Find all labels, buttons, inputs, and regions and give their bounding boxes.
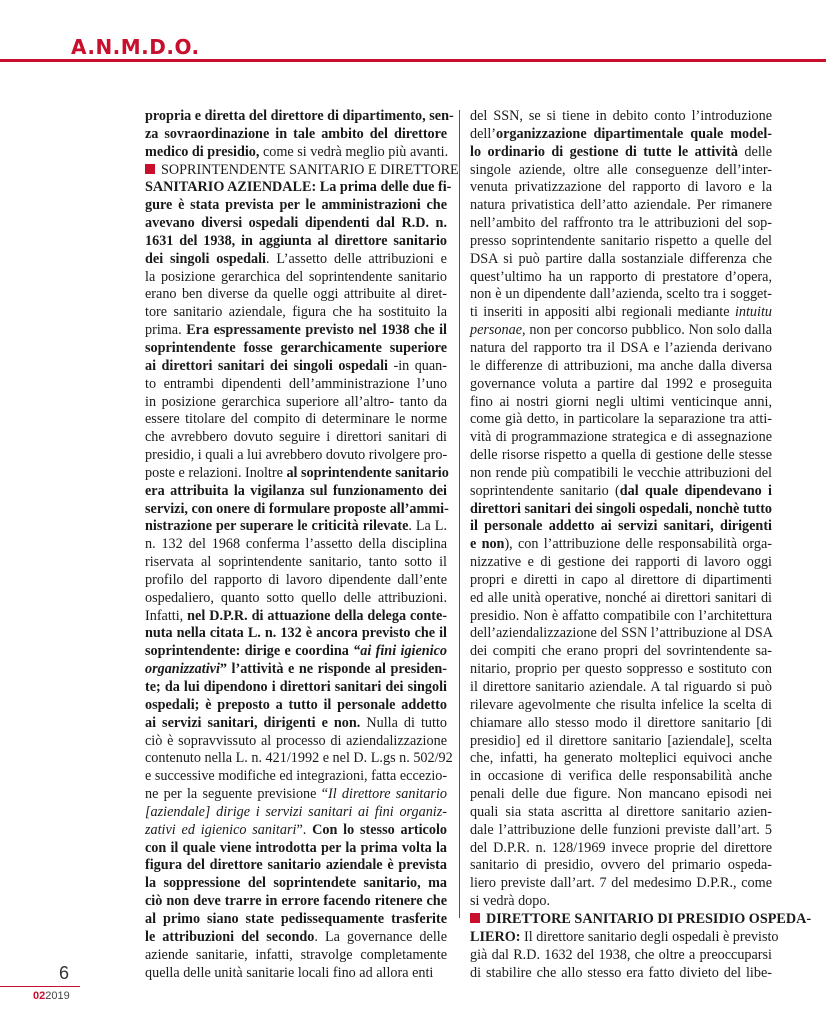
text-line	[470, 608, 772, 626]
text-line	[470, 697, 772, 715]
text-line	[470, 233, 772, 251]
text-line	[470, 733, 772, 751]
text-run: il personale addetto ai servizi sanitari, dirigenti	[470, 518, 772, 535]
text-run: Il direttore sanitario degli ospedali è previsto	[520, 928, 779, 945]
text-run: contenuto nella L. n. 421/1992 e nel D. L.gs n. 502/92	[145, 750, 453, 767]
text-run: non rende più compatibili le vecchie attribuzioni del	[470, 464, 772, 481]
text-line	[145, 893, 447, 911]
text-line	[470, 857, 772, 875]
text-run: Con lo stesso articolo	[312, 821, 447, 838]
text-line	[145, 965, 447, 983]
text-run: zativi ed igienico sanitari	[145, 821, 297, 838]
text-run: direttori sanitari dei singoli ospedali, nonchè tutto	[470, 500, 773, 517]
text-run: in occasione di verifica delle responsabilità anche	[470, 768, 772, 785]
text-run: come si vedrà meglio più avanti.	[259, 143, 449, 160]
text-run: in posizione gerarchica superiore all’altro- tanto da	[145, 393, 447, 410]
section-bullet-icon	[470, 913, 480, 923]
text-run: il direttore sanitario aziendale. A tal riguardo si può	[470, 679, 772, 695]
text-run: soprintendente: dirige e coordina	[145, 643, 354, 660]
text-run: era attribuita la vigilanza sul funzionamento dei	[145, 482, 447, 499]
text-line	[470, 947, 772, 965]
text-run: non è un dipendente dall’azienda, scelto tra i sogget-	[470, 286, 772, 303]
text-line	[145, 536, 447, 554]
text-run: SOPRINTENDENTE SANITARIO E DIRETTORE	[161, 161, 459, 178]
text-line	[145, 251, 447, 269]
text-run: dei singoli ospedali	[145, 250, 266, 267]
text-run: propri e diretti in capo al direttore di dipartimenti	[470, 571, 772, 588]
text-line	[470, 376, 772, 394]
text-run: presidio. Non è affatto compatibile con l’architettura	[470, 607, 772, 624]
text-run: del SSN, se si tiene in debito conto l’introduzione	[470, 108, 772, 124]
right-text-column	[470, 108, 812, 982]
text-line	[145, 376, 447, 394]
text-line	[145, 911, 447, 929]
text-line	[145, 518, 447, 536]
text-line	[145, 394, 447, 412]
text-run: soprintendente sanitario (	[470, 482, 620, 499]
text-line	[145, 679, 447, 697]
text-line	[470, 197, 772, 215]
text-run: ), con l’attribuzione delle responsabilità orga-	[504, 536, 772, 553]
text-run: la soppressione del soprintendete sanitario, ma	[145, 875, 447, 892]
text-run: quella delle unità sanitarie locali fino ad allora enti	[145, 964, 434, 981]
text-line	[470, 822, 772, 840]
text-run: chiamare allo stesso modo il direttore sanitario [di	[470, 714, 772, 731]
text-line	[145, 608, 447, 626]
text-run: DIRETTORE SANITARIO DI PRESIDIO OSPEDA-	[486, 910, 812, 927]
left-text-column	[145, 108, 459, 982]
text-line	[145, 750, 453, 768]
text-line	[470, 661, 772, 679]
text-run: ospedali; è preposto a tutto il personale addetto	[145, 696, 447, 713]
text-run: soprintendente fosse gerarchicamente superiore	[145, 339, 447, 356]
text-run: za sovraordinazione in tale ambito del direttore	[145, 125, 447, 142]
text-run: dei compiti che erano propri del sovrintendente sa-	[470, 643, 772, 660]
text-run: ed alle unità operative, nonché ai direttori sanitari di	[470, 589, 772, 606]
text-line	[470, 162, 772, 180]
text-line	[145, 554, 447, 572]
text-line	[470, 108, 772, 126]
text-line	[145, 572, 447, 590]
text-run: . La governance delle	[314, 928, 447, 945]
text-run: Infatti,	[145, 607, 188, 624]
text-line	[145, 429, 447, 447]
text-run: natura del rapporto tra il DSA e l’azienda derivano	[470, 339, 772, 356]
text-line	[470, 804, 772, 822]
text-run: nistrazione per superare le criticità rilevate	[145, 518, 409, 535]
text-line	[145, 697, 447, 715]
text-run: governance voluta a partire dal 1992 e proseguita	[470, 375, 772, 392]
text-run: ciò non deve trarre in errore facendo ritenere che	[145, 893, 447, 910]
text-line	[470, 465, 772, 483]
text-run: dell’aziendalizzazione del SSN l’attribuzione al DSA	[470, 625, 773, 642]
text-run: aziende sanitarie, infatti, stravolge completamente	[145, 946, 447, 963]
text-line	[145, 179, 452, 197]
text-run: ai servizi sanitari, dirigenti e non.	[145, 714, 361, 731]
text-line	[145, 625, 447, 643]
page-number: 6	[59, 963, 70, 983]
text-run: -in quan-	[388, 357, 447, 374]
text-run: del D.P.R. n. 128/1969 invece proprie del direttore	[470, 839, 772, 856]
text-run: di stabilire che allo stesso era fatto divieto del libe-	[470, 964, 772, 981]
text-line	[145, 590, 447, 608]
text-line	[145, 733, 447, 751]
text-line	[145, 269, 447, 287]
text-line	[470, 625, 772, 643]
text-line	[470, 715, 772, 733]
text-line	[470, 447, 772, 465]
text-run: come già detto, in particolare la separazione tra atti-	[470, 411, 772, 428]
text-line	[470, 643, 772, 661]
text-run: venuta privatizzazione del rapporto di lavoro e la	[470, 179, 772, 196]
text-run: SANITARIO AZIENDALE: La prima delle due fi-	[145, 179, 452, 196]
text-line	[470, 429, 772, 447]
text-line	[470, 340, 772, 358]
issue-number: 02	[33, 990, 46, 1002]
text-line	[145, 715, 447, 733]
text-run: Era espressamente previsto nel 1938 che il	[186, 322, 447, 339]
text-run: si vedrà dopo.	[470, 893, 550, 910]
text-line	[145, 804, 447, 822]
text-line	[145, 322, 447, 340]
text-line	[145, 465, 447, 483]
text-run: poste e relazioni. Inoltre	[145, 464, 287, 481]
text-run: nell’ambito del raffronto tra le attribuzioni del sop-	[470, 215, 772, 232]
text-run: singole aziende, oltre alle conseguenze dell’inter-	[470, 161, 772, 178]
text-run: fino ai nostri giorni negli ultimi venticinque anni,	[470, 393, 772, 410]
text-line	[145, 501, 447, 519]
text-run: al primo siano state pedissequamente trasferite	[145, 910, 447, 927]
issue-year: 2019	[45, 990, 70, 1002]
text-line	[470, 126, 772, 144]
text-run: gure è stata prevista per le amministrazioni che	[145, 197, 447, 214]
text-run: già dal R.D. 1632 del 1938, che oltre a preoccuparsi	[470, 946, 772, 963]
text-line	[470, 179, 772, 197]
text-line	[470, 144, 772, 162]
text-run: nizzative e di gestione dei rapporti di lavoro oggi	[470, 554, 772, 571]
text-run: delle	[738, 143, 772, 160]
text-run: dell’	[470, 125, 496, 142]
text-line	[470, 286, 772, 304]
text-line	[145, 286, 447, 304]
text-run: che avrebbero dovuto seguire i direttori sanitari di	[145, 429, 447, 446]
text-run: “ai fini igienico	[353, 643, 447, 660]
text-run: organizzativi	[145, 661, 220, 678]
text-run: , non per concorso pubblico. Non solo dalla	[522, 322, 772, 339]
text-run: nuta nella citata L. n. 132 è ancora previsto che il	[145, 625, 447, 642]
text-run: al soprintendente sanitario	[286, 464, 449, 481]
text-run: ne per la seguente previsione “	[145, 786, 328, 803]
text-run: presidio, i quali a lui avrebbero dovuto rivolgere pro-	[145, 447, 448, 464]
text-run: 1631 del 1938, in aggiunta al direttore sanitario	[145, 232, 447, 249]
text-line	[470, 518, 772, 536]
text-line	[145, 358, 447, 376]
text-run: rilevare agevolmente che risulta infelice la scelta di	[470, 696, 772, 713]
text-run: LIERO:	[470, 928, 521, 945]
text-line	[145, 126, 447, 144]
text-run: erano ben diverse da quelle oggi attribuite al diret-	[145, 286, 447, 303]
text-run: e non	[470, 536, 505, 553]
text-line	[145, 786, 447, 804]
text-line	[145, 215, 447, 233]
text-run: che, infatti, ha generato molteplici equivoci anche	[470, 750, 772, 767]
text-line	[145, 822, 447, 840]
text-line	[145, 411, 447, 429]
text-line	[470, 269, 772, 287]
text-run: dal quale dipendevano i	[619, 482, 772, 499]
text-line	[145, 643, 447, 661]
text-line	[470, 483, 772, 501]
text-run: Nulla di tutto	[360, 714, 447, 731]
text-run: DSA si può partire dalla sostanziale differenza che	[470, 250, 772, 267]
text-run: [aziendale] dirige i servizi sanitari ai fini organiz-	[145, 803, 447, 820]
text-run: servizi, con onere di formulare proposte all’ammi-	[145, 500, 449, 517]
text-run: Il direttore sanitario	[328, 786, 447, 803]
text-line	[145, 233, 447, 251]
text-run: nel D.P.R. di attuazione della delega conte-	[187, 607, 447, 624]
text-line	[145, 661, 447, 679]
text-line	[145, 304, 447, 322]
text-line	[145, 447, 447, 465]
text-run: figura del direttore sanitario aziendale è prevista	[145, 857, 447, 874]
text-line	[470, 501, 772, 519]
text-line	[145, 144, 447, 162]
issue-label	[33, 990, 70, 1002]
text-run: nitario, proprio per questo soppresso e sostituto con	[470, 661, 772, 678]
header-rule	[0, 59, 826, 62]
text-line	[470, 304, 772, 322]
text-run: prima.	[145, 322, 187, 339]
text-line	[470, 910, 812, 929]
text-run: penali delle due figure. Non mancano episodi nei	[470, 786, 772, 803]
text-run: ciò è sopravvissuto al processo di aziendalizzazione	[145, 732, 447, 749]
journal-logo: A.N.M.D.O.	[71, 35, 200, 59]
text-line	[145, 108, 454, 126]
text-line	[145, 929, 447, 947]
text-run: medico di presidio,	[145, 143, 260, 160]
text-run: organizzazione dipartimentale quale model-	[496, 125, 772, 142]
text-run: natura privatistica dell’atto aziendale. Per rimanere	[470, 197, 772, 214]
text-run: . L’assetto delle attribuzioni e	[265, 250, 447, 267]
text-run: presidio] ed il direttore sanitario [aziendale], scelta	[470, 732, 772, 749]
text-run: riservata al soprintendente sanitario, tanto sotto il	[145, 554, 447, 571]
text-run: vità di programmazione strategica e di assegnazione	[470, 429, 772, 446]
text-run: sanitario di presidio, ovvero del primario ospeda-	[470, 857, 772, 874]
text-run: intuitu	[734, 304, 772, 321]
text-run: liero previste dall’art. 7 del medesimo D.P.R., come	[470, 875, 772, 892]
text-line	[470, 679, 772, 697]
text-line	[145, 768, 447, 786]
text-line	[470, 251, 772, 269]
text-line	[145, 857, 447, 875]
text-run: to entrambi dipendenti dell’amministrazione l’uno	[145, 375, 447, 392]
text-run: tore sanitario aziendale, figura che ha sostituito la	[145, 304, 447, 321]
text-line	[145, 483, 447, 501]
text-run: personae	[470, 322, 523, 339]
text-line	[470, 965, 772, 983]
text-line	[470, 928, 779, 947]
text-run: ospedaliero, quanto sotto quello delle attribuzioni.	[145, 589, 447, 606]
text-line	[145, 840, 447, 858]
text-line	[470, 893, 772, 911]
text-run: e successive modifiche ed integrazioni, fatta eccezio-	[145, 768, 448, 785]
text-run: avevano diversi ospedali dipendenti dal R.D. n.	[145, 215, 447, 232]
text-run: con il quale viene introdotta per la prima volta la	[145, 839, 447, 856]
text-run: presso soprintendente sanitario rispetto a quelle del	[470, 232, 772, 249]
text-run: la posizione gerarchica del soprintendente sanitario	[145, 268, 447, 285]
text-run: le attribuzioni del secondo	[145, 928, 315, 945]
text-run: . La L.	[408, 518, 447, 535]
text-line	[470, 875, 772, 893]
text-line	[145, 947, 447, 965]
text-line	[470, 215, 772, 233]
text-line	[470, 572, 772, 590]
text-line	[470, 554, 772, 572]
text-line	[470, 322, 772, 340]
text-line	[470, 840, 772, 858]
text-run: le differenze di attribuzioni, ma anche dalla diversa	[470, 357, 772, 374]
text-line	[470, 786, 772, 804]
text-line	[470, 750, 772, 768]
text-run: ai direttori sanitari dei singoli ospedali	[145, 357, 389, 374]
text-run: ”.	[296, 821, 313, 838]
text-line	[470, 536, 772, 554]
section-bullet-icon	[145, 164, 155, 174]
text-line	[145, 340, 447, 358]
footer-rule	[0, 986, 80, 987]
text-run: propria e diretta del direttore di dipartimento, sen-	[145, 108, 454, 124]
text-line	[145, 161, 459, 180]
text-run: quali sia stata ascritta al direttore sanitario azien-	[470, 803, 772, 820]
text-run: quest’ultimo ha un rapporto di prestatore d’opera,	[470, 268, 772, 285]
text-run: delle risorse rispetto a quella di gestione delle stesse	[470, 447, 772, 464]
text-line	[470, 768, 772, 786]
text-line	[470, 411, 772, 429]
text-line	[470, 590, 772, 608]
text-run: essere titolare del compito di determinare le norme	[145, 411, 447, 428]
text-run: lo ordinario di gestione di tutte le attività	[470, 143, 738, 160]
text-run: ” l’attività e ne risponde al presiden-	[219, 661, 447, 678]
text-run: dale l’attribuzione delle funzioni previste dall’art. 5	[470, 821, 772, 838]
text-run: profilo del rapporto di lavoro dipendente dall’ente	[145, 571, 447, 588]
text-line	[470, 358, 772, 376]
text-line	[145, 197, 447, 215]
text-run: te; da lui dipendono i direttori sanitari dei singoli	[145, 679, 447, 695]
text-run: ti inseriti in appositi albi regionali mediante	[470, 304, 735, 321]
text-line	[145, 875, 447, 893]
column-divider	[459, 110, 460, 918]
text-run: n. 132 del 1968 conferma l’assetto della disciplina	[145, 536, 447, 553]
text-line	[470, 394, 772, 412]
